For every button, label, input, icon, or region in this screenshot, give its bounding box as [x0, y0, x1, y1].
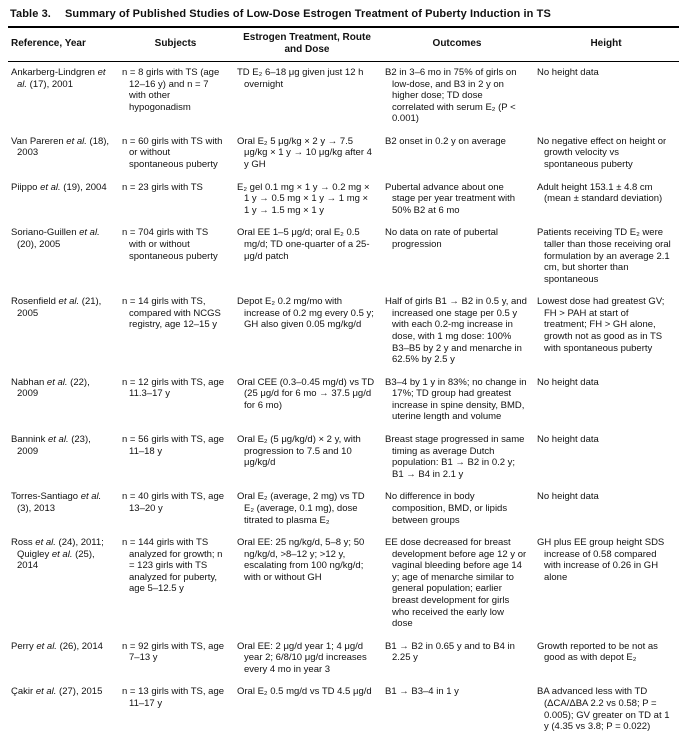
cell-subjects: n = 40 girls with TS, age 13–20 y	[122, 491, 225, 514]
cell-outcomes: Breast stage progressed in same timing as average Dutch population: B1 → B2 in 0.2 y; B1 → B4 in 2.1 y	[385, 434, 525, 480]
cell-outcomes: B2 onset in 0.2 y on average	[385, 135, 506, 147]
table-title-text: Summary of Published Studies of Low-Dose Estrogen Treatment of Puberty Induction in TS	[64, 8, 551, 20]
cell-outcomes: EE dose decreased for breast development before age 12 y or vaginal bleeding before age 14 y; age of menarche similar to general population; earlier breast development for girls who received the early low dose	[385, 537, 527, 630]
column-header-outcomes: Outcomes	[381, 27, 533, 62]
cell-reference: Torres-Santiago et al. (3), 2013	[11, 491, 102, 514]
cell-reference: Van Pareren et al. (18), 2003	[11, 135, 110, 159]
cell-treatment: TD E₂ 6–18 μg given just 12 h overnight	[237, 67, 364, 90]
table-title	[8, 6, 679, 26]
cell-height: No height data	[537, 67, 599, 78]
cell-subjects: n = 23 girls with TS	[122, 181, 203, 193]
cell-subjects: n = 92 girls with TS, age 7–13 y	[122, 640, 225, 664]
cell-treatment: E₂ gel 0.1 mg × 1 y → 0.2 mg × 1 y → 0.5 mg × 1 y → 1 mg × 1 y → 1.5 mg × 1 y	[237, 181, 370, 216]
table-row	[8, 223, 679, 292]
cell-height: No height data	[537, 376, 599, 388]
cell-height: BA advanced less with TD (ΔCA/ΔBA 2.2 vs 0.58; P = 0.005); GV greater on TD at 1 y (4.35 vs 3.8; P = 0.022)	[537, 686, 670, 732]
cell-reference: Ankarberg-Lindgren et al. (17), 2001	[11, 67, 106, 90]
table-row	[8, 487, 679, 533]
cell-reference: Çakir et al. (27), 2015	[11, 686, 103, 698]
cell-subjects: n = 144 girls with TS analyzed for growth; n = 123 girls with TS analyzed for puberty, age 5–12.5 y	[122, 537, 223, 595]
cell-outcomes: B1 → B2 in 0.65 y and to B4 in 2.25 y	[385, 640, 515, 664]
cell-subjects: n = 8 girls with TS (age 12–16 y) and n = 7 with other hypogonadism	[122, 67, 220, 113]
cell-height: No negative effect on height or growth velocity vs spontaneous puberty	[537, 135, 667, 171]
cell-subjects: n = 13 girls with TS, age 11–17 y	[122, 686, 225, 710]
table-row	[8, 430, 679, 487]
cell-height: No height data	[537, 434, 599, 446]
cell-outcomes: Pubertal advance about one stage per year treatment with 50% B2 at 6 mo	[385, 181, 516, 216]
table-header	[8, 27, 679, 62]
table-body	[8, 62, 679, 732]
cell-outcomes: No difference in body composition, BMD, or lipids between groups	[385, 491, 508, 526]
cell-reference: Bannink et al. (23), 2009	[11, 434, 91, 457]
cell-outcomes: B2 in 3–6 mo in 75% of girls on low-dose, and B3 in 2 y on higher dose; TD dose correlated with serum E₂ (P < 0.001)	[385, 67, 517, 125]
cell-treatment: Depot E₂ 0.2 mg/mo with increase of 0.2 mg every 0.5 y; GH also given 0.05 mg/kg/d	[237, 296, 374, 331]
cell-subjects: n = 14 girls with TS, compared with NCGS registry, age 12–15 y	[122, 296, 221, 331]
cell-treatment: Oral E₂ (average, 2 mg) vs TD E₂ (average, 0.1 mg), dose titrated to plasma E₂	[237, 491, 365, 526]
cell-reference: Soriano-Guillen et al. (20), 2005	[11, 227, 100, 250]
cell-treatment: Oral E₂ 5 μg/kg × 2 y → 7.5 μg/kg × 1 y → 10 μg/kg after 4 y GH	[237, 135, 372, 171]
cell-height: GH plus EE group height SDS increase of 0.58 compared with increase of 0.26 in GH alone	[537, 537, 665, 583]
cell-reference: Rosenfield et al. (21), 2005	[11, 296, 102, 319]
table-row	[8, 132, 679, 178]
cell-subjects: n = 12 girls with TS, age 11.3–17 y	[122, 376, 225, 400]
cell-outcomes: B3–4 by 1 y in 83%; no change in 17%; TD group had greatest increase in spine density, BMD, uterine length and volume	[385, 376, 527, 423]
column-header-subjects: Subjects	[118, 27, 233, 62]
cell-treatment: Oral EE 1–5 μg/d; oral E₂ 0.5 mg/d; TD one-quarter of a 25-μg/d patch	[237, 227, 370, 262]
column-header-height: Height	[533, 27, 679, 62]
table-row	[8, 292, 679, 372]
cell-reference: Piippo et al. (19), 2004	[11, 181, 107, 193]
cell-subjects: n = 56 girls with TS, age 11–18 y	[122, 434, 225, 457]
cell-reference: Ross et al. (24), 2011; Quigley et al. (25), 2014	[11, 537, 104, 572]
cell-height: Patients receiving TD E₂ were taller than those receiving oral formulation by an average 2.1 cm, but shorter than spontaneous	[537, 227, 671, 285]
cell-treatment: Oral EE: 2 μg/d year 1; 4 μg/d year 2; 6/8/10 μg/d increases every 4 mo in year 3	[237, 640, 367, 675]
cell-outcomes: No data on rate of pubertal progression	[385, 227, 499, 250]
cell-height: Adult height 153.1 ± 4.8 cm (mean ± standard deviation)	[537, 181, 663, 205]
cell-height: No height data	[537, 491, 599, 503]
table-row	[8, 62, 679, 132]
cell-treatment: Oral E₂ 0.5 mg/d vs TD 4.5 μg/d	[237, 686, 372, 698]
cell-height: Lowest dose had greatest GV; FH > PAH at start of treatment; FH > GH alone, growth not as good as in TS with spontaneous puberty	[537, 296, 665, 354]
table-row	[8, 373, 679, 430]
cell-height: Growth reported to be not as good as with depot E₂	[537, 640, 658, 664]
table-row	[8, 533, 679, 637]
table-row	[8, 637, 679, 683]
column-header-treatment: Estrogen Treatment, Route and Dose	[233, 27, 381, 62]
table-row	[8, 178, 679, 224]
table-number-label: Table 3.	[10, 8, 51, 20]
cell-subjects: n = 704 girls with TS with or without spontaneous puberty	[122, 227, 218, 262]
cell-treatment: Oral CEE (0.3–0.45 mg/d) vs TD (25 μg/d for 6 mo → 37.5 μg/d for 6 mo)	[237, 376, 375, 411]
table-row	[8, 682, 679, 732]
column-header-reference-year: Reference, Year	[8, 27, 118, 62]
cell-subjects: n = 60 girls with TS with or without spontaneous puberty	[122, 135, 223, 171]
cell-outcomes: B1 → B3–4 in 1 y	[385, 686, 459, 698]
header-row	[8, 27, 679, 62]
studies-table	[8, 26, 679, 732]
cell-reference: Nabhan et al. (22), 2009	[11, 376, 90, 400]
cell-treatment: Oral EE: 25 ng/kg/d, 5–8 y; 50 ng/kg/d, >8–12 y; >12 y, escalating from 100 ng/kg/d; with or without GH	[237, 537, 365, 583]
cell-treatment: Oral E₂ (5 μg/kg/d) × 2 y, with progression to 7.5 and 10 μg/kg/d	[237, 434, 361, 469]
cell-reference: Perry et al. (26), 2014	[11, 640, 103, 652]
cell-outcomes: Half of girls B1 → B2 in 0.5 y, and increased one stage per 0.5 y with each 0.2-mg increase in dose, with 1 mg dose: 100% B3–B5 by 2 y and menarche in 62.5% by 2.5 y	[385, 296, 527, 366]
